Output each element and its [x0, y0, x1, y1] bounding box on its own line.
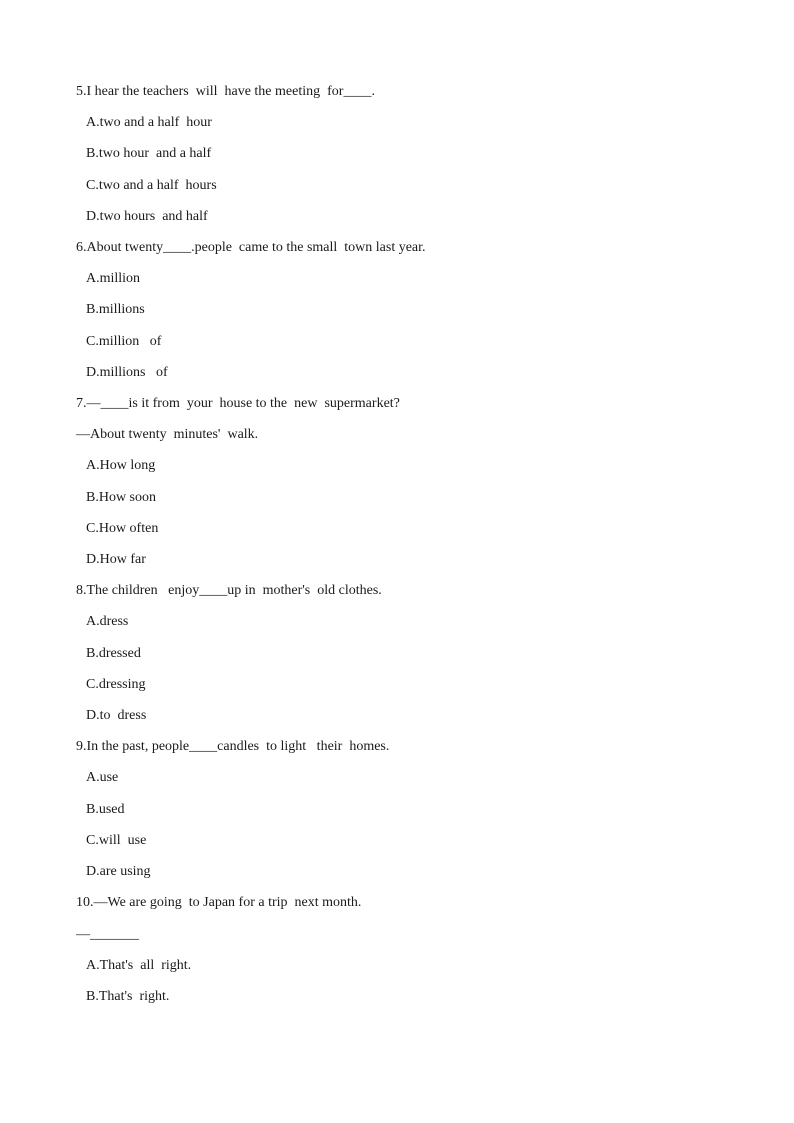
question-5-stem: 5.I hear the teachers will have the meeting for____.: [76, 84, 375, 99]
question-10-stem: 10.—We are going to Japan for a trip next month.: [76, 895, 362, 910]
question-7-reply: —About twenty minutes' walk.: [76, 427, 259, 442]
question-5-option-b: B.two hour and a half: [86, 146, 212, 161]
question-9-option-b: B.used: [86, 802, 125, 817]
question-6-option-c: C.million of: [86, 334, 162, 349]
question-9-stem: 9.In the past, people____candles to light their homes.: [76, 739, 390, 754]
question-6-option-b: B.millions: [86, 302, 145, 317]
question-9-option-a: A.use: [86, 770, 119, 785]
question-8-option-c: C.dressing: [86, 677, 146, 692]
question-10-option-a: A.That's all right.: [86, 958, 192, 973]
question-5-option-c: C.two and a half hours: [86, 178, 217, 193]
question-8-stem: 8.The children enjoy____up in mother's old clothes.: [76, 583, 382, 598]
question-8-option-d: D.to dress: [86, 708, 147, 723]
question-8-option-b: B.dressed: [86, 646, 141, 661]
question-5-option-a: A.two and a half hour: [86, 115, 212, 130]
question-5-option-d: D.two hours and half: [86, 209, 208, 224]
question-7-stem: 7.—____is it from your house to the new supermarket?: [76, 396, 400, 411]
question-6-option-d: D.millions of: [86, 365, 168, 380]
question-7-option-d: D.How far: [86, 552, 146, 567]
question-6-stem: 6.About twenty____.people came to the small town last year.: [76, 240, 426, 255]
question-9-option-d: D.are using: [86, 864, 151, 879]
question-9-option-c: C.will use: [86, 833, 147, 848]
question-7-option-c: C.How often: [86, 521, 159, 536]
question-8-option-a: A.dress: [86, 614, 129, 629]
question-7-option-b: B.How soon: [86, 490, 157, 505]
question-7-option-a: A.How long: [86, 458, 156, 473]
question-10-option-b: B.That's right.: [86, 989, 170, 1004]
question-10-reply: —_______: [76, 927, 139, 942]
question-6-option-a: A.million: [86, 271, 141, 286]
